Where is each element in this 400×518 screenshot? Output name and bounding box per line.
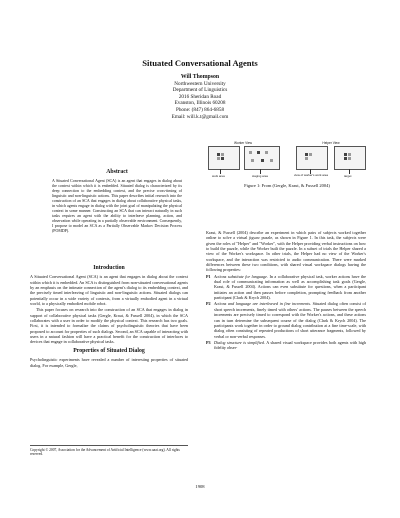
property-text: In a collaborative physical task, worker actions have the dual role of communicating information as well as accomplishing task goals (Gergle, Kraut, & Fussell 2004). Actions can even substitute for questions, when a participant initiates an action and then pauses before completion, prompting feedback from another participant (Clark & Krych 2004). [214,273,366,301]
worker-view-box [296,146,328,170]
puzzle-piece [305,157,308,160]
intro-paragraph: A Situated Conversational Agent (SCA) is an agent that engages in dialog about the context within which it is embedded. An SCA is distinguished from non-situated conversational agents by an emphasis on the intimate connection of the agent's dialog to its embedding context, and the precisely timed interleaving of linguistic and non-linguistic actions. Situated dialogs can potentially occur in a wide variety of contexts, from a virtually embodied agent in a virtual world, to a physically embodied mobile robot. [30,274,188,307]
properties-heading: Properties of Situated Dialog [73,347,145,354]
affiliation-line: Evanston, Illinois 60208 [174,100,226,107]
intro-paragraph: This paper focuses on research into the construction of an SCA that engages in dialog in support of collaborative physical tasks (Gergle, Kraut, & Fussell 2004), in which the SCA collaborates with a user in order to modify the physical context. This research has two goals. First, it is intended to formalize the claims of psycholinguistic theories that have been proposed to account for properties of such dialogs. Second, an SCA capable of interacting with users in a natural fashion will have a practical benefit for the construction of interfaces to devices that engage in collaborative physical tasks. [30,307,188,345]
puzzle-piece [309,153,312,156]
introduction-heading: Introduction [93,265,125,271]
property-label: P2 [206,301,211,307]
puzzle-piece [348,153,351,156]
affiliation-line: 2016 Sheridan Road [178,93,222,100]
body-paragraph: Kraut, & Fussell (2004) describe an experiment in which pairs of subjects worked together online to solve a virtual jigsaw puzzle, as shown in Figure 1. In this task, the subjects were given the roles of "Helper" and "Worker", with the Helper providing verbal instructions on how to build the puzzle, while the Worker built the puzzle. In a subset of trials the Helper shared a view of the Worker's workspace. In other trials, the Helper had no view of the Worker's workspace, and the interaction was restricted to audio communication. There were marked differences between these two conditions, with shared visual workspace dialogs having the following properties: [206,230,366,273]
puzzle-piece [265,151,268,154]
paper-title: Situated Conversational Agents [142,58,258,68]
target-box [334,146,366,170]
worker-view-label: view of worker's work area [294,173,328,177]
affiliation-line: Northwestern University [174,80,226,87]
properties-paragraph: Psycholinguistic experiments have revealed a number of interesting properties of situated dialog. For example, Gergle, [30,357,188,368]
puzzle-piece [270,159,273,162]
puzzle-piece [217,153,220,156]
puzzle-piece [344,153,347,156]
property-head: Actions substitute for language. [214,273,270,279]
staging-area-box [244,146,280,170]
copyright-footnote: Copyright © 2007, Association for the Advancement of Artificial Intelligence (www.aaai.org). All rights reserved. [30,445,188,457]
abstract [48,166,186,233]
figure-caption: Figure 1: From (Gergle, Kraut, & Fussell 2004) [244,183,330,188]
affiliation-line: Department of Linguistics [172,87,228,94]
puzzle-piece [217,157,220,160]
left-column [30,262,188,369]
abstract-heading: Abstract [106,169,128,175]
puzzle-piece [344,157,347,160]
helper-view-panel [294,141,368,187]
property-head: Actions and language are interleaved in fine increments. [214,301,313,307]
puzzle-piece [305,153,308,156]
work-area-label: work area [212,174,225,178]
property-item [206,274,366,301]
puzzle-piece [221,157,224,160]
puzzle-piece [348,157,351,160]
target-label: target [344,174,352,178]
puzzle-piece [261,159,264,162]
property-label: P1 [206,273,211,279]
work-area-box [208,146,240,170]
property-item [206,340,366,351]
property-item [206,301,366,338]
worker-view-title: Worker View [234,141,252,145]
right-column [206,230,366,352]
figure-1 [206,141,368,209]
property-label: P3 [206,339,211,345]
abstract-text: A Situated Conversational Agent (SCA) is an agent that engages in dialog about the context within which it is embedded. Situated dialog is characterized by its deep connection to the embedding context, and the precise cross-timing of linguistic and non-linguistic actions. This paper describes initial research into the construction of an SCA that engages in dialog about collaborative physical tasks, in which agents engage in dialog with the joint goal of manipulating the physical context in some manner. Constructing an SCA that can interact naturally in such tasks requires an agent with the ability to interleave planning, action, and observation while operating in a partially observable environment. Consequently, I propose to model an SCA as a Partially Observable Markov Decision Process (POMDP). [52,178,182,234]
affiliation-line: Phone: (847) 864-6858 [175,106,225,113]
property-text: Situated dialog often consist of short speech increments, finely timed with others' actions. The pauses between the speech increments are precisely timed to correspond with the Worker's actions, and these actions can in turn determine the subsequent course of the dialog (Clark & Krych 2004). The participants work together in order to ground dialog contribution at a fine time-scale, with dialog often consisting of repeated productions of short utterance fragments, followed by verbal or non-verbal responses. [214,301,366,339]
puzzle-piece [257,151,260,154]
author-block [0,74,400,120]
affiliation-line: Email: will.k.t@gmail.com [171,113,229,120]
staging-area-label: staging area [252,174,268,178]
property-head: Dialog structure is simplified. [214,339,267,345]
page-number: 1908 [195,484,205,489]
property-text: A shared visual workspace provides both agents with high fidelity obser- [214,339,366,351]
puzzle-piece [251,159,254,162]
helper-view-title: Helper View [322,141,340,145]
author-name: Will Thompson [180,74,220,80]
puzzle-piece [249,151,252,154]
puzzle-piece [221,153,224,156]
worker-view-panel [206,141,280,187]
